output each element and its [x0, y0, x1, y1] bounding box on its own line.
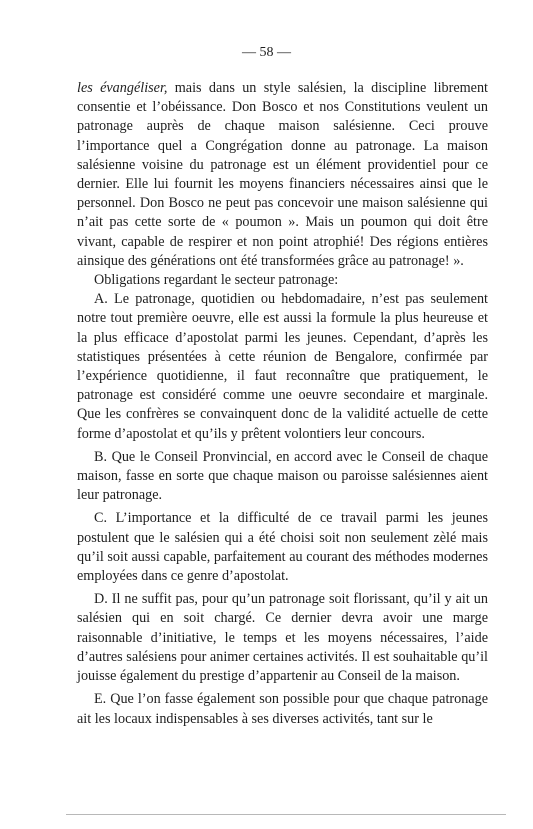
paragraph-d: D. Il ne suffit pas, pour qu’un patronage soit florissant, qu’il y ait un salésien qui en soit chargé. Ce dernier devra avoir une marge raisonnable d’initiative, le temps et les moyens nécessaires, l’aide d’autres salésiens pour animer certaines activités. Il est souhaitable qu’il jouisse également du prestige d’appartenir au Conseil de la maison. [77, 591, 488, 685]
paragraph-obligations-heading: Obligations regardant le secteur patronage: [94, 272, 339, 289]
body-text [77, 79, 488, 729]
paragraph-text: mais dans un style salésien, la discipline librement consentie et l’obéissance. Don Bosco et nos Constitutions veulent un patronage auprès de chaque maison salésienne. Ceci prouve l’importance quel a Congrégation donne au patronage. La maison salésienne voisine du patronage est un élément providentiel pour ce dernier. Elle lui fournit les moyens financiers nécessaires ainsi que le personnel. Don Bosco ne peut pas concevoir une maison salésienne qui n’ait pas cette sorte de « poumon ». Mais un poumon qui doit être vivant, capable de respirer et non point atrophié! Des régions entières ainsique des générations ont été transformées grâce au patronage! ». [77, 80, 488, 269]
paragraph-a: A. Le patronage, quotidien ou hebdomadaire, n’est pas seulement notre tout première oeuvre, elle est aussi la formule la plus heureuse et la plus efficace d’apostolat parmi les jeunes. Cependant, d’après les statistiques présentées à cette réunion de Bengalore, confirmée par l’expérience quotidienne, il faut reconnaître que pratiquement, le patronage est considéré comme une oeuvre secondaire et marginale. Que les confrères se convainquent donc de la validité actuelle de cette forme d’apostolat et qu’ils y prêtent volontiers leur concours. [77, 291, 488, 442]
paragraph-continuation [77, 79, 488, 271]
bottom-rule [66, 814, 506, 815]
paragraph-e: E. Que l’on fasse également son possible pour que chaque patronage ait les locaux indispensables à ses diverses activités, tant sur le [77, 691, 488, 727]
page-number: — 58 — [242, 45, 291, 60]
paragraph-b: B. Que le Conseil Pronvincial, en accord avec le Conseil de chaque maison, fasse en sorte que chaque maison ou paroisse salésiennes aient leur patronage. [77, 448, 488, 504]
italic-phrase: les évangéliser, [77, 80, 168, 96]
paragraph-c: C. L’importance et la difficulté de ce travail parmi les jeunes postulent que le salésien qui a été choisi soit non seulement zèlé mais qu’il soit aussi capable, parfaitement au courant des méthodes modernes employées dans ce genre d’apostolat. [77, 510, 488, 585]
